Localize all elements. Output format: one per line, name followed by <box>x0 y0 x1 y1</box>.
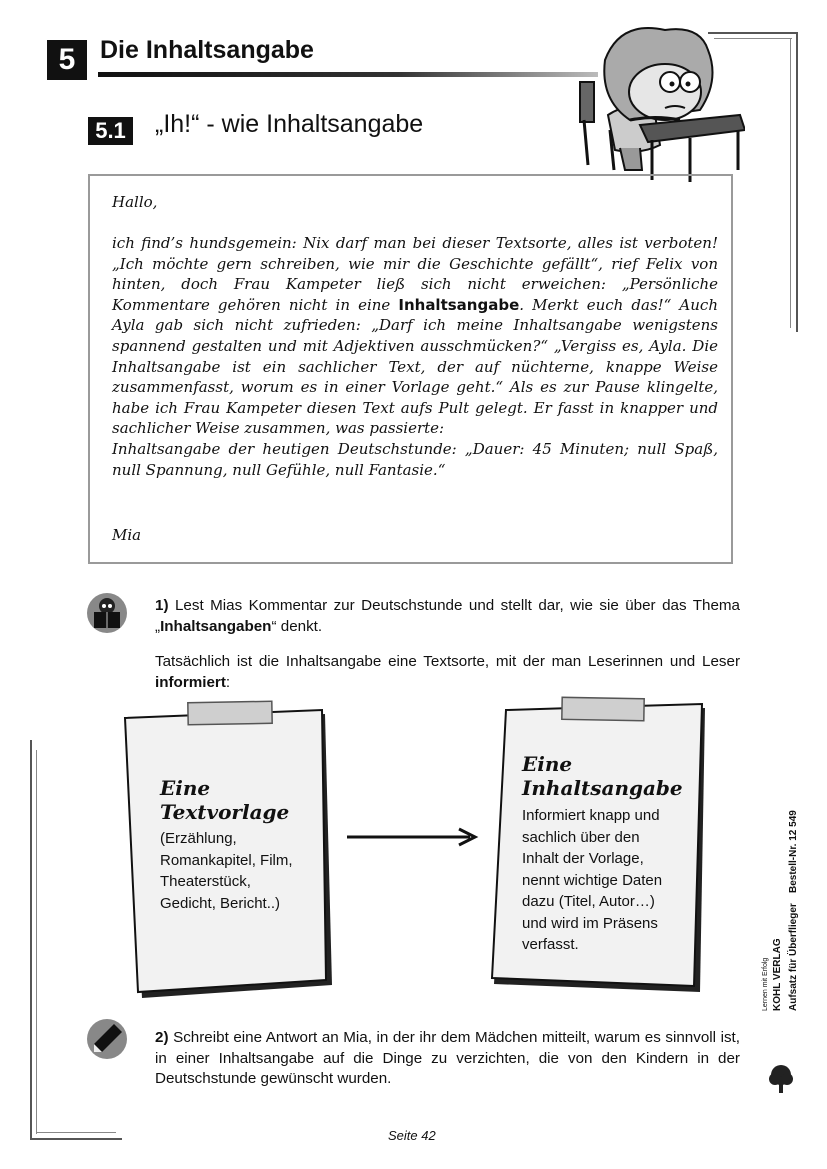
frame-line <box>36 1132 116 1133</box>
task-bold-word: informiert <box>155 673 226 691</box>
task-bold-word: Inhaltsangaben <box>160 617 272 635</box>
note-title-line: Eine <box>522 752 573 776</box>
note-title-line: Eine <box>160 776 211 800</box>
pencil-icon <box>86 1018 128 1060</box>
publisher-name: KOHL VERLAG <box>772 938 783 1011</box>
note-line: verfasst. <box>522 936 579 953</box>
girl-at-desk-illustration <box>570 20 745 185</box>
note-line: Romankapitel, Film, <box>160 851 293 869</box>
task-text: Tatsächlich ist die Inhaltsangabe eine Textsorte, mit der man Leserinnen und Leser <box>155 653 740 670</box>
note-line: nennt wichtige Daten <box>522 871 663 889</box>
reading-child-icon <box>86 592 128 634</box>
note-left-body <box>160 828 335 914</box>
letter-bold-word: Inhaltsangabe <box>398 295 520 314</box>
note-right-body <box>522 805 702 956</box>
task-text: Schreibt eine Antwort an Mia, in der ihr dem Mädchen mitteilt, warum es sinnvoll ist, in einer Inhaltsangabe auf die Dinge zu verzichten, die von den Kindern in der Deutschstunde gewünscht wurden. <box>155 1029 740 1087</box>
task-2 <box>155 1028 740 1090</box>
note-line: (Erzählung, <box>160 830 237 847</box>
chapter-number: 5 <box>47 40 87 80</box>
section-title: „Ih!“ - wie Inhaltsangabe <box>155 110 424 138</box>
note-left-title <box>160 776 289 824</box>
frame-line <box>30 740 32 1140</box>
task-text: “ denkt. <box>271 617 323 635</box>
task-1-paragraph-2 <box>155 652 740 693</box>
publisher-tagline: Lernen mit Erfolg <box>762 957 769 1011</box>
section-number: 5.1 <box>88 117 133 145</box>
note-title-line: Textvorlage <box>160 800 290 824</box>
note-line: Theaterstück, <box>160 873 251 890</box>
frame-line <box>30 1138 122 1140</box>
note-line: Inhalt der Vorlage, <box>522 850 644 867</box>
book-title: Aufsatz für Überflieger <box>788 903 799 1011</box>
note-line: dazu (Titel, Autor…) <box>522 893 655 910</box>
frame-line <box>796 32 798 332</box>
task-text: Lest Mias Kommentar zur Deutschstunde und stellt dar, wie sie über das Thema „ <box>155 597 740 635</box>
task-1 <box>155 596 740 637</box>
page-number: Seite 42 <box>388 1128 436 1143</box>
note-line: Informiert knapp und <box>522 807 660 824</box>
task-number: 1) <box>155 597 169 614</box>
arrow-right-icon <box>345 826 485 848</box>
letter-greeting: Hallo, <box>112 193 158 211</box>
letter-text: ich find’s hundsgemein: Nix darf man bei dieser Textsorte, alles ist verboten! „Ich möchte gern schreiben, wie mir die Geschichte gefällt“, rief Felix von hinten, doch Frau Kampeter ließ sich nicht erweichen: „Persönliche Kommentare gehören nicht in eine <box>112 234 718 314</box>
chapter-title: Die Inhaltsangabe <box>100 36 314 64</box>
tree-logo-icon <box>768 1064 794 1094</box>
note-line: Gedicht, Bericht..) <box>160 894 281 912</box>
letter-text: . Merkt euch das!“ Auch Ayla gab sich nicht zufrieden: „Darf ich meine Inhaltsangabe wenigstens spannend gestalten und mit Adjektiven ausschmücken?“ „Vergiss es, Ayla. Die Inhaltsangabe ist ein sachlicher Text, der auf nüchterne, knappe Weise zusammenfasst, worum es in einer Vorlage geht.“ Als es zur Pause klingelte, habe ich Frau Kampeter diesen Text aufs Pult gelegt. Er fasst in knapper und sachlicher Weise zusammen, was passierte: <box>112 295 718 438</box>
letter-text: Inhaltsangabe der heutigen Deutschstunde: „Dauer: 45 Minuten; null Spaß, null Spannung, null Gefühle, null Fantasie.“ <box>112 439 718 479</box>
note-title-line: Inhaltsangabe <box>522 776 683 800</box>
letter-signature: Mia <box>112 526 142 544</box>
note-line: sachlich über den <box>522 828 640 846</box>
note-right-title <box>522 752 683 800</box>
order-number: Bestell-Nr. 12 549 <box>788 810 799 893</box>
frame-line <box>36 750 37 1134</box>
chapter-rule <box>98 72 598 77</box>
frame-line <box>790 38 791 328</box>
letter-body <box>112 233 718 480</box>
task-number: 2) <box>155 1029 169 1046</box>
task-text: : <box>225 673 231 691</box>
note-line: und wird im Präsens <box>522 914 658 932</box>
